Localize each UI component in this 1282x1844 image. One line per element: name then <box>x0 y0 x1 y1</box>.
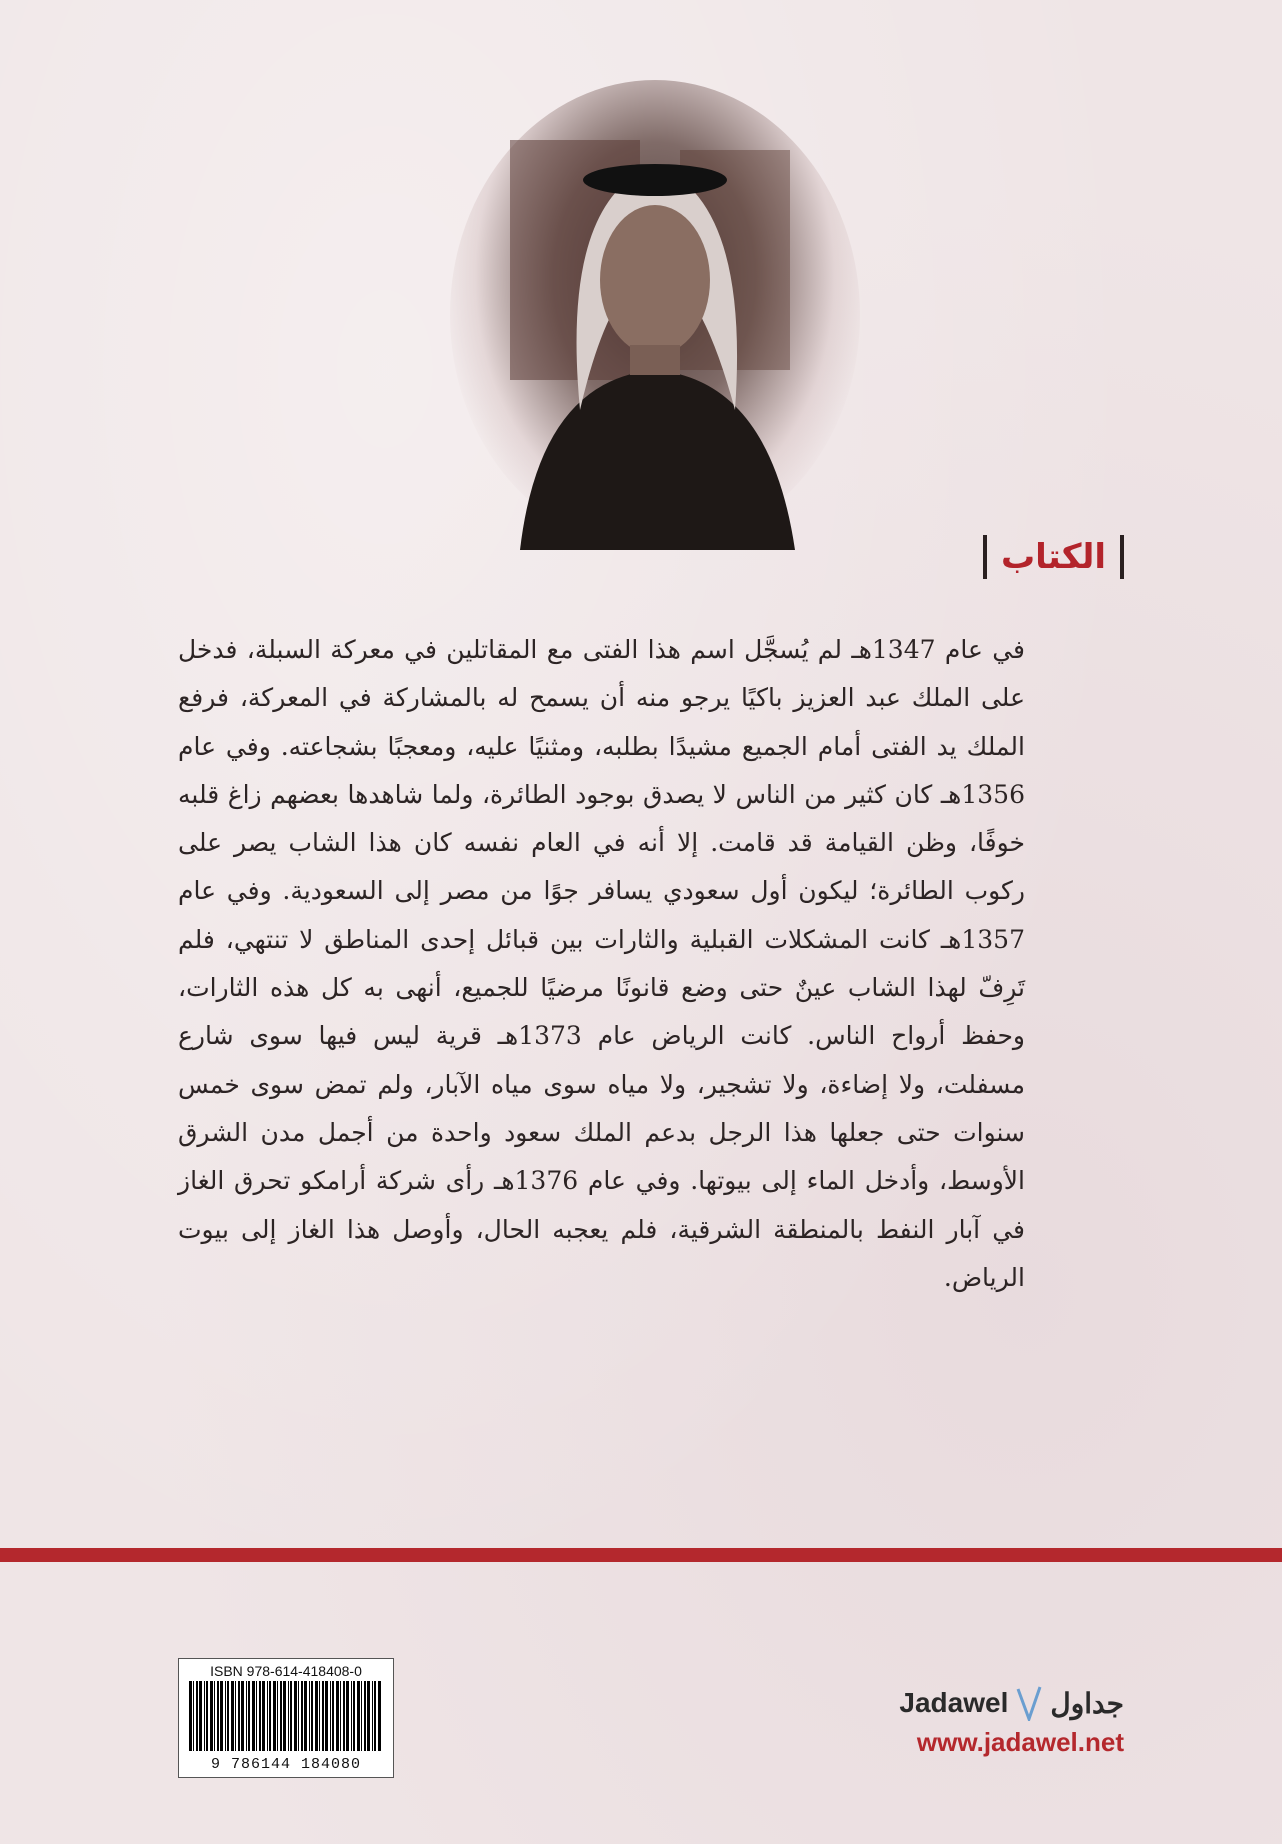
heading-label: الكتاب <box>1000 537 1106 577</box>
publisher-url: www.jadawel.net <box>916 1727 1124 1757</box>
barcode-bar <box>259 1681 261 1751</box>
publisher-v-icon <box>1016 1685 1042 1721</box>
barcode-bar <box>309 1681 310 1751</box>
barcode-bar <box>206 1681 208 1751</box>
barcode-bar <box>217 1681 219 1751</box>
isbn-digits: 9 786144 184080 <box>210 1756 362 1773</box>
barcode-bar <box>189 1681 192 1751</box>
barcode-bar <box>372 1681 373 1751</box>
publisher-logo <box>899 1685 1124 1758</box>
barcode-bar <box>227 1681 229 1751</box>
barcode-bar <box>330 1681 331 1751</box>
barcode-bar <box>193 1681 194 1751</box>
barcode-bar <box>220 1681 223 1751</box>
barcode-bar <box>361 1681 362 1751</box>
barcode-bar <box>214 1681 215 1751</box>
barcode-bar <box>267 1681 268 1751</box>
barcode-bar <box>225 1681 226 1751</box>
barcode-bar <box>199 1681 202 1751</box>
barcode-bar <box>304 1681 307 1751</box>
barcode-bar <box>277 1681 278 1751</box>
section-heading <box>983 535 1124 579</box>
portrait-illustration <box>450 80 860 550</box>
barcode-bar <box>311 1681 313 1751</box>
barcode-bar <box>196 1681 198 1751</box>
barcode-bar <box>340 1681 341 1751</box>
barcode-bar <box>332 1681 334 1751</box>
barcode-bar <box>290 1681 292 1751</box>
barcode-bar <box>357 1681 360 1751</box>
barcode-bar <box>256 1681 257 1751</box>
barcode-bar <box>231 1681 234 1751</box>
barcode-bar <box>322 1681 324 1751</box>
barcode-bar <box>374 1681 376 1751</box>
heading-bar-right <box>1120 535 1124 579</box>
barcode-bars <box>189 1681 383 1751</box>
barcode-bar <box>301 1681 303 1751</box>
barcode-bar <box>298 1681 299 1751</box>
barcode-bar <box>364 1681 366 1751</box>
barcode-bar <box>378 1681 381 1751</box>
barcode-bar <box>269 1681 271 1751</box>
blurb-text <box>178 626 1025 1302</box>
barcode-bar <box>204 1681 205 1751</box>
barcode-bar <box>241 1681 244 1751</box>
blurb-paragraph: في عام 1347هـ لم يُسجَّل اسم هذا الفتى مع المقاتلين في معركة السبلة، فدخل على الملك عبد العزيز باكيًا يرجو منه أن يسمح له بالمشاركة في المعركة، فرفع الملك يد الفتى أمام الجميع مشيدًا بطلبه، ومثنيًا عليه، ومعجبًا بشجاعته. وفي عام 1356هـ كان كثير من الناس لا يصدق بوجود الطائرة، ولما شاهدها بعضهم زاغ قلبه خوفًا، وظن القيامة قد قامت. إلا أنه في العام نفسه كان هذا الشاب يصر على ركوب الطائرة؛ ليكون أول سعودي يسافر جوًا من مصر إلى السعودية. وفي عام 1357هـ كانت المشكلات القبلية والثارات بين قبائل إحدى المناطق لا تنتهي، فلم تَرِفّ لهذا الشاب عينٌ حتى وضع قانونًا مرضيًا للجميع، أنهى به كل هذه الثارات، وحفظ أرواح الناس. كانت الرياض عام 1373هـ قرية ليس فيها سوى شارع مسفلت، ولا إضاءة، ولا تشجير، ولا مياه سوى مياه الآبار، ولم تمض سوى خمس سنوات حتى جعلها هذا الرجل بدعم الملك سعود واحدة من أجمل مدن الشرق الأوسط، وأدخل الماء إلى بيوتها. وفي عام 1376هـ رأى شركة أرامكو تحرق الغاز في آبار النفط بالمنطقة الشرقية، فلم يعجبه الحال، وأوصل هذا الغاز إلى بيوت الرياض. <box>178 635 1025 1292</box>
barcode-bar <box>315 1681 318 1751</box>
barcode-bar <box>336 1681 339 1751</box>
barcode-bar <box>367 1681 370 1751</box>
barcode-bar <box>353 1681 355 1751</box>
barcode-bar <box>280 1681 282 1751</box>
barcode-bar <box>235 1681 236 1751</box>
publisher-name-ar: جداول <box>1050 1687 1124 1719</box>
barcode-bar <box>343 1681 345 1751</box>
heading-bar-left <box>983 535 987 579</box>
barcode-bar <box>283 1681 286 1751</box>
publisher-name-en: Jadawel <box>899 1687 1009 1718</box>
barcode-bar <box>351 1681 352 1751</box>
barcode-bar <box>273 1681 276 1751</box>
barcode-bar <box>248 1681 250 1751</box>
barcode-bar <box>252 1681 255 1751</box>
isbn-label: ISBN 978-614-418408-0 <box>210 1663 362 1679</box>
barcode-bar <box>346 1681 349 1751</box>
barcode-bar <box>288 1681 289 1751</box>
barcode-bar <box>246 1681 247 1751</box>
author-portrait <box>450 80 860 550</box>
isbn-barcode <box>178 1658 394 1778</box>
barcode-bar <box>262 1681 265 1751</box>
red-divider <box>0 1548 1282 1562</box>
barcode-bar <box>294 1681 297 1751</box>
barcode-bar <box>210 1681 213 1751</box>
barcode-bar <box>325 1681 328 1751</box>
barcode-bar <box>319 1681 320 1751</box>
barcode-bar <box>238 1681 240 1751</box>
